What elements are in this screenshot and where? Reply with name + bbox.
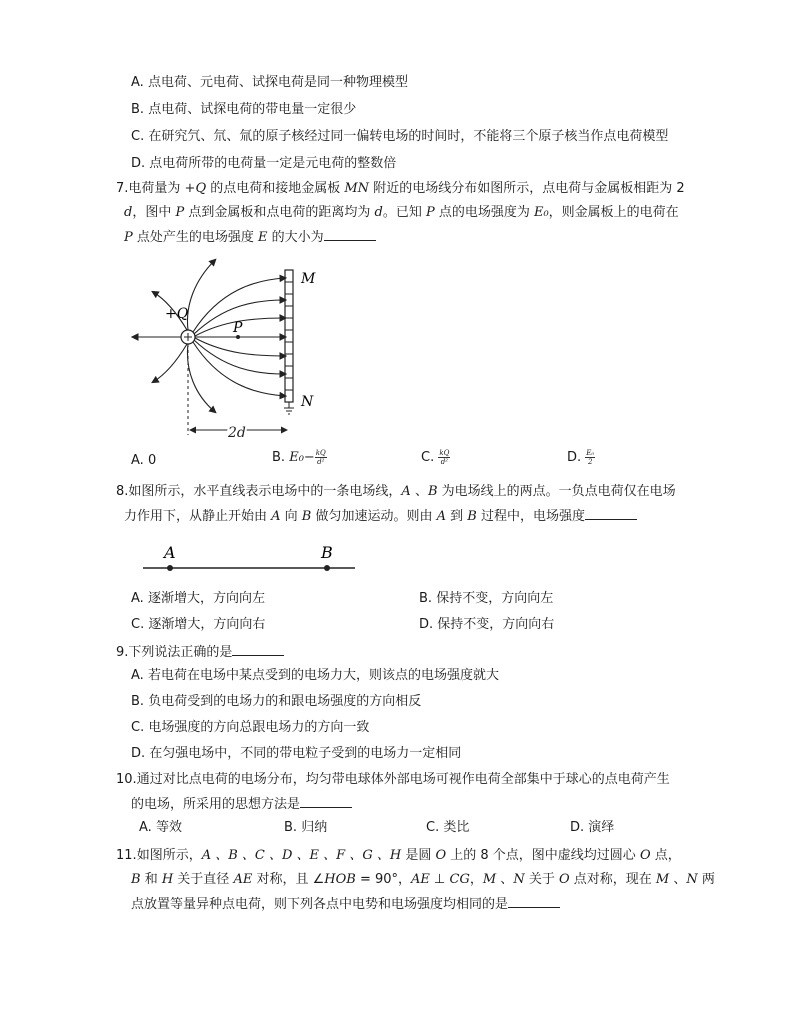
label-M: M xyxy=(301,271,316,287)
q10-option-a[interactable]: A. 等效 xyxy=(139,820,182,835)
q6-option-b[interactable]: B. 点电荷、试探电荷的带电量一定很少 xyxy=(131,102,357,117)
q9-stem: 9.下列说法正确的是 xyxy=(116,643,284,662)
q7-stem-line2: d，图中 P 点到金属板和点电荷的距离均为 d。已知 P 点的电场强度为 E₀，则金属板上的电荷在 xyxy=(124,205,679,220)
label-A: A xyxy=(164,543,176,562)
q7-option-d[interactable]: D. $\frac{\text{E₀}}{2}$ xyxy=(567,449,595,466)
label-N: N xyxy=(301,394,314,410)
label-B: B xyxy=(321,543,333,562)
q7-stem-line3: P 点处产生的电场强度 E 的大小为 xyxy=(124,228,376,247)
q6-option-a[interactable]: A. 点电荷、元电荷、试探电荷是同一种物理模型 xyxy=(131,75,408,90)
q9-option-c[interactable]: C. 电场强度的方向总跟电场力的方向一致 xyxy=(131,720,370,735)
q9-option-d[interactable]: D. 在匀强电场中，不同的带电粒子受到的电场力一定相同 xyxy=(131,746,462,761)
field-line-figure xyxy=(140,540,360,576)
q8-stem-line2: 力作用下，从静止开始由 A 向 B 做匀加速运动。则由 A 到 B 过程中，电场强度 xyxy=(124,507,637,526)
q11-stem-line3: 点放置等量异种点电荷，则下列各点中电势和电场强度均相同的是 xyxy=(131,895,560,914)
q7-option-a[interactable]: A. 0 xyxy=(131,453,157,468)
q10-stem-line1: 10.通过对比点电荷的电场分布，均匀带电球体外部电场可视作电荷全部集中于球心的点电荷产生 xyxy=(116,772,670,787)
q9-option-a[interactable]: A. 若电荷在电场中某点受到的电场力大，则该点的电场强度就大 xyxy=(131,668,499,683)
answer-blank[interactable] xyxy=(585,507,637,520)
q8-option-b[interactable]: B. 保持不变，方向向左 xyxy=(419,591,554,606)
q7-option-c[interactable]: C. $\frac{kQ}{\text{d²}}$ xyxy=(421,449,450,466)
q8-option-c[interactable]: C. 逐渐增大，方向向右 xyxy=(131,617,266,632)
q11-stem-line1: 11.如图所示，A 、B 、C 、D 、E 、F 、G 、H 是圆 O 上的 8 个点，图中虚线均过圆心 O 点， xyxy=(116,848,681,863)
answer-blank[interactable] xyxy=(300,795,352,808)
q10-option-c[interactable]: C. 类比 xyxy=(426,820,470,835)
label-plus-q: +Q xyxy=(165,306,189,322)
label-P: P xyxy=(233,320,243,336)
q6-option-d[interactable]: D. 点电荷所带的电荷量一定是元电荷的整数倍 xyxy=(131,156,397,171)
q8-option-a[interactable]: A. 逐渐增大，方向向左 xyxy=(131,591,265,606)
q11-stem-line2: B 和 H 关于直径 AE 对称，且 ∠HOB = 90°，AE ⊥ CG，M 、N 关于 O 点对称，现在 M 、N 两 xyxy=(131,872,715,887)
q10-stem-line2: 的电场，所采用的思想方法是 xyxy=(131,795,352,814)
q10-option-b[interactable]: B. 归纳 xyxy=(284,820,328,835)
answer-blank[interactable] xyxy=(232,643,284,656)
q8-option-d[interactable]: D. 保持不变，方向向右 xyxy=(419,617,555,632)
q9-option-b[interactable]: B. 负电荷受到的电场力的和跟电场强度的方向相反 xyxy=(131,694,422,709)
q7-stem-line1: 7.电荷量为 +Q 的点电荷和接地金属板 MN 附近的电场线分布如图所示，点电荷与金属板相距为 2 xyxy=(116,181,685,196)
q8-stem-line1: 8.如图所示，水平直线表示电场中的一条电场线，A 、B 为电场线上的两点。一负点电荷仅在电场 xyxy=(116,484,676,499)
electric-field-figure xyxy=(125,250,330,445)
q6-option-c[interactable]: C. 在研究氕、氘、氚的原子核经过同一偏转电场的时间时，不能将三个原子核当作点电荷模型 xyxy=(131,129,669,144)
answer-blank[interactable] xyxy=(508,895,560,908)
q7-option-b[interactable]: B. E₀− $\frac{kQ}{\text{d²}}$ xyxy=(272,449,326,466)
answer-blank[interactable] xyxy=(324,228,376,241)
label-2d: 2d xyxy=(228,425,246,441)
q10-option-d[interactable]: D. 演绎 xyxy=(570,820,615,835)
